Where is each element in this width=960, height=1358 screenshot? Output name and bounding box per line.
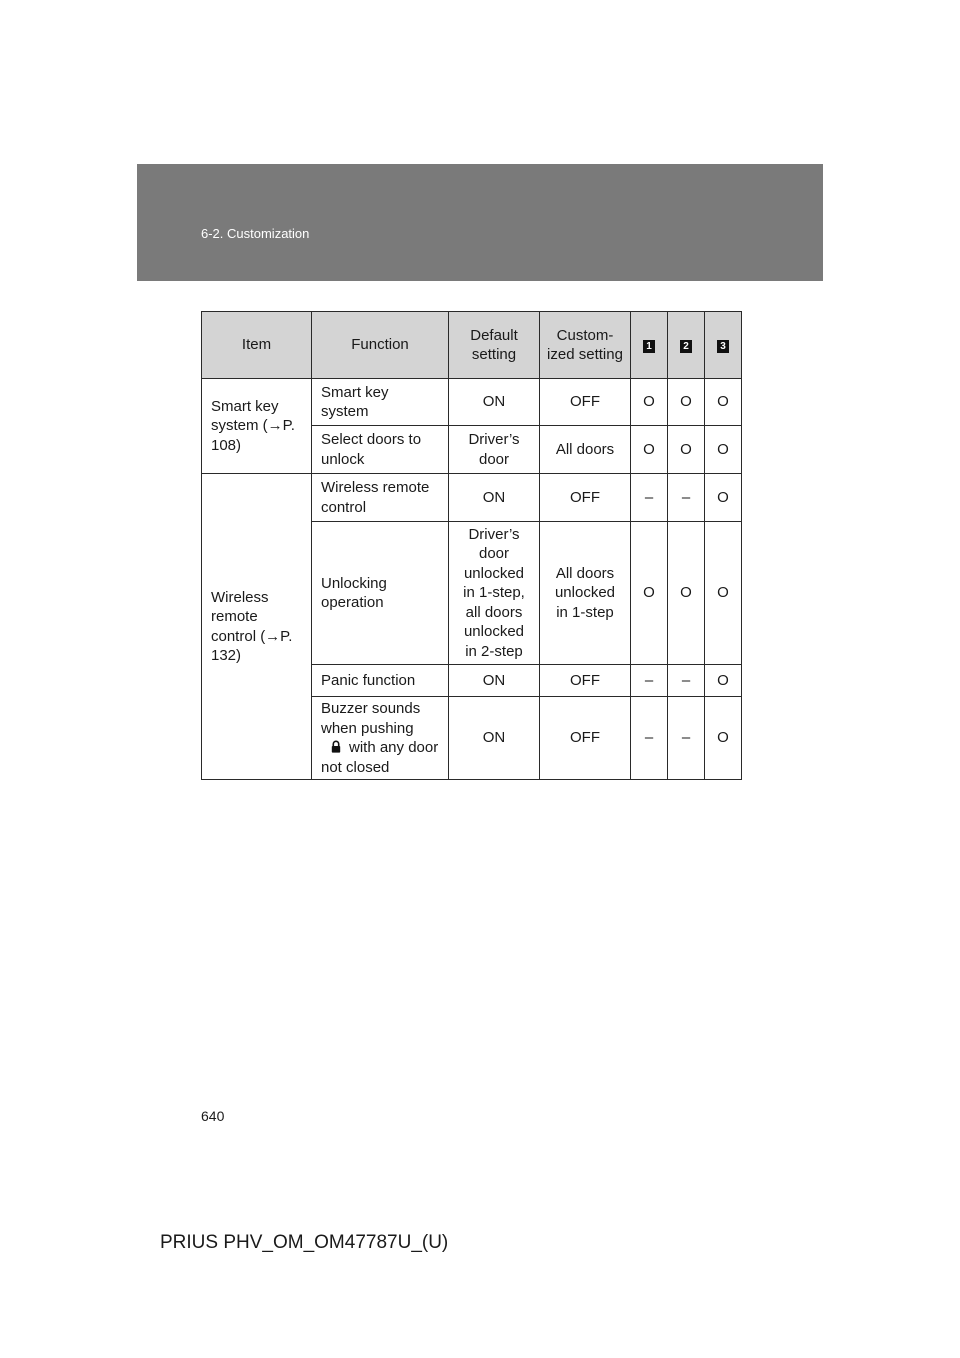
method-2-cell: O (668, 426, 705, 474)
customized-cell: OFF (540, 474, 631, 522)
item-cell: Smart key system (→P. 108) (202, 379, 312, 474)
method-1-cell: – (631, 474, 668, 522)
section-title: 6-2. Customization (201, 226, 310, 241)
method-3-cell: O (705, 379, 742, 426)
method-2-badge: 2 (680, 340, 692, 353)
header-band (137, 164, 823, 281)
method-1-badge: 1 (643, 340, 655, 353)
default-cell: ON (449, 474, 540, 522)
document-id: PRIUS PHV_OM_OM47787U_(U) (160, 1232, 449, 1253)
method-1-cell: – (631, 665, 668, 697)
method-1-cell: – (631, 697, 668, 780)
column-header-default: Default setting (449, 312, 540, 379)
table-row (202, 379, 742, 426)
function-cell: Smart key system (312, 379, 449, 426)
table-header-row (202, 312, 742, 379)
column-header-item: Item (202, 312, 312, 379)
default-cell: ON (449, 379, 540, 426)
column-header-method-3 (705, 312, 742, 379)
default-cell: Driver’s door (449, 426, 540, 474)
method-3-cell: O (705, 426, 742, 474)
method-2-cell: – (668, 697, 705, 780)
function-text-before-icon: Buzzer sounds when pushing (321, 700, 421, 737)
column-header-method-2 (668, 312, 705, 379)
customization-table (201, 311, 742, 780)
method-1-cell: O (631, 426, 668, 474)
function-text-after-icon: with any door not closed (321, 739, 439, 776)
column-header-customized: Custom- ized setting (540, 312, 631, 379)
method-2-cell: – (668, 474, 705, 522)
function-cell: Panic function (312, 665, 449, 697)
method-2-cell: O (668, 522, 705, 665)
default-cell: ON (449, 697, 540, 780)
customized-cell: OFF (540, 379, 631, 426)
default-cell: ON (449, 665, 540, 697)
method-1-cell: O (631, 522, 668, 665)
method-3-badge: 3 (717, 340, 729, 353)
function-cell (312, 697, 449, 780)
page-number: 640 (201, 1108, 225, 1124)
method-1-cell: O (631, 379, 668, 426)
lock-icon (327, 739, 345, 755)
function-cell: Select doors to unlock (312, 426, 449, 474)
method-2-cell: – (668, 665, 705, 697)
customized-cell: OFF (540, 665, 631, 697)
function-cell: Unlocking operation (312, 522, 449, 665)
method-3-cell: O (705, 665, 742, 697)
method-3-cell: O (705, 522, 742, 665)
customized-cell: OFF (540, 697, 631, 780)
method-3-cell: O (705, 697, 742, 780)
column-header-function: Function (312, 312, 449, 379)
customized-cell: All doors unlocked in 1-step (540, 522, 631, 665)
table-row (202, 474, 742, 522)
function-cell: Wireless remote control (312, 474, 449, 522)
item-cell: Wireless remote control (→P. 132) (202, 474, 312, 780)
method-2-cell: O (668, 379, 705, 426)
column-header-method-1 (631, 312, 668, 379)
default-cell: Driver’s door unlocked in 1-step, all doors unlocked in 2-step (449, 522, 540, 665)
method-3-cell: O (705, 474, 742, 522)
customized-cell: All doors (540, 426, 631, 474)
